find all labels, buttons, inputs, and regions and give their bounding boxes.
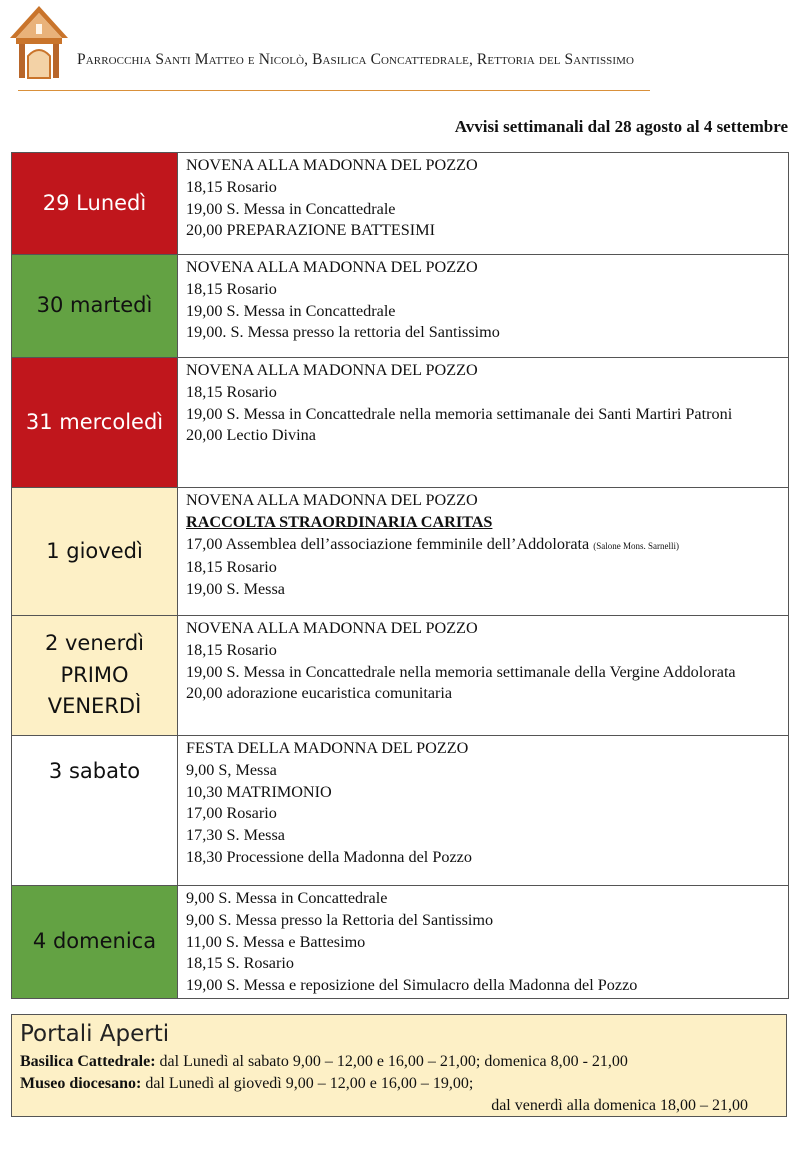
event-line: NOVENA ALLA MADONNA DEL POZZO [186,619,478,637]
caritas-highlight: RACCOLTA STRAORDINARIA CARITAS [186,512,493,531]
event-line: 19,00 S. Messa in Concattedrale [186,301,396,320]
museum-hours-line [20,1073,778,1095]
event-line: 18,15 Rosario [186,177,277,196]
event-line: NOVENA ALLA MADONNA DEL POZZO [186,156,478,174]
event-line: FESTA DELLA MADONNA DEL POZZO [186,739,469,757]
event-line: 17,30 S. Messa [186,826,285,845]
event-line: 19,00 S. Messa in Concattedrale [186,199,396,218]
event-line: 20,00 Lectio Divina [186,426,316,445]
day-label: 1 giovedì [46,538,143,563]
day-label: VENERDÌ [47,694,142,719]
day-label: 31 mercoledì [25,409,164,434]
event-line: 19,00 S. Messa in Concattedrale nella memoria settimanale dei Santi Martiri Patroni [186,404,733,423]
event-line: 20,00 adorazione eucaristica comunitaria [186,684,453,703]
table-row [12,488,789,616]
day-cell [12,358,178,488]
event-line: 17,00 Rosario [186,804,277,823]
event-line: 19,00 S. Messa [186,580,285,599]
day-cell [12,886,178,999]
event-line: 18,15 S. Rosario [186,954,294,973]
event-line: 11,00 S. Messa e Battesimo [186,932,366,951]
day-label: PRIMO [60,662,129,687]
event-line: 18,15 Rosario [186,640,277,659]
church-icon [8,4,70,80]
day-cell [12,736,178,886]
table-row [12,736,789,886]
event-text: 17,00 Assemblea dell’associazione femminile dell’Addolorata [186,534,590,553]
event-line: 9,00 S. Messa presso la Rettoria del Santissimo [186,910,494,929]
schedule-table [11,152,789,999]
parish-name: Parrocchia Santi Matteo e Nicolò, Basilica Concattedrale, Rettoria del Santissimo [77,51,635,68]
event-line: 19,00 S. Messa e reposizione del Simulacro della Madonna del Pozzo [186,976,638,995]
events-cell [178,153,789,255]
day-label: 29 Lunedì [42,190,147,215]
basilica-label: Basilica Cattedrale: [20,1053,156,1070]
event-note: (Salone Mons. Sarnelli) [593,540,680,551]
day-label: 3 sabato [48,759,141,783]
day-label: 30 martedì [36,293,153,318]
events-cell [178,358,789,488]
museum-label: Museo diocesano: [20,1075,142,1092]
event-line: 9,00 S. Messa in Concattedrale [186,889,388,907]
events-cell [178,616,789,736]
day-label: 2 venerdì [44,631,145,656]
header-divider [18,90,650,91]
event-line: NOVENA ALLA MADONNA DEL POZZO [186,258,478,276]
table-row [12,886,789,999]
day-cell [12,616,178,736]
events-cell [178,736,789,886]
event-line: 19,00 S. Messa in Concattedrale nella memoria settimanale della Vergine Addolorata [186,662,736,681]
weekly-title: Avvisi settimanali dal 28 agosto al 4 settembre [454,117,788,136]
events-cell [178,886,789,999]
event-line: 10,30 MATRIMONIO [186,782,332,801]
museum-hours-weekend: dal venerdì alla domenica 18,00 – 21,00 [491,1097,748,1114]
event-line: 19,00. S. Messa presso la rettoria del Santissimo [186,323,500,342]
table-row [12,153,789,255]
event-line: 18,15 Rosario [186,558,277,577]
table-row [12,358,789,488]
event-line: NOVENA ALLA MADONNA DEL POZZO [186,361,478,379]
basilica-hours: dal Lunedì al sabato 9,00 – 12,00 e 16,00 – 21,00; domenica 8,00 - 21,00 [155,1053,628,1070]
day-label: 4 domenica [32,929,157,954]
museum-hours: dal Lunedì al giovedì 9,00 – 12,00 e 16,00 – 19,00; [141,1075,474,1092]
event-line [186,534,780,558]
day-cell [12,153,178,255]
event-line: 18,30 Processione della Madonna del Pozzo [186,847,472,866]
day-cell [12,488,178,616]
event-line: 18,15 Rosario [186,279,277,298]
basilica-hours-line [20,1051,778,1073]
events-cell [178,255,789,358]
open-hours-title: Portali Aperti [20,1021,170,1047]
day-cell [12,255,178,358]
event-line: 9,00 S, Messa [186,760,277,779]
table-row [12,616,789,736]
open-hours-box [11,1014,787,1117]
event-line: NOVENA ALLA MADONNA DEL POZZO [186,491,478,509]
event-line: 20,00 PREPARAZIONE BATTESIMI [186,221,435,240]
events-cell [178,488,789,616]
table-row [12,255,789,358]
event-line: 18,15 Rosario [186,382,277,401]
